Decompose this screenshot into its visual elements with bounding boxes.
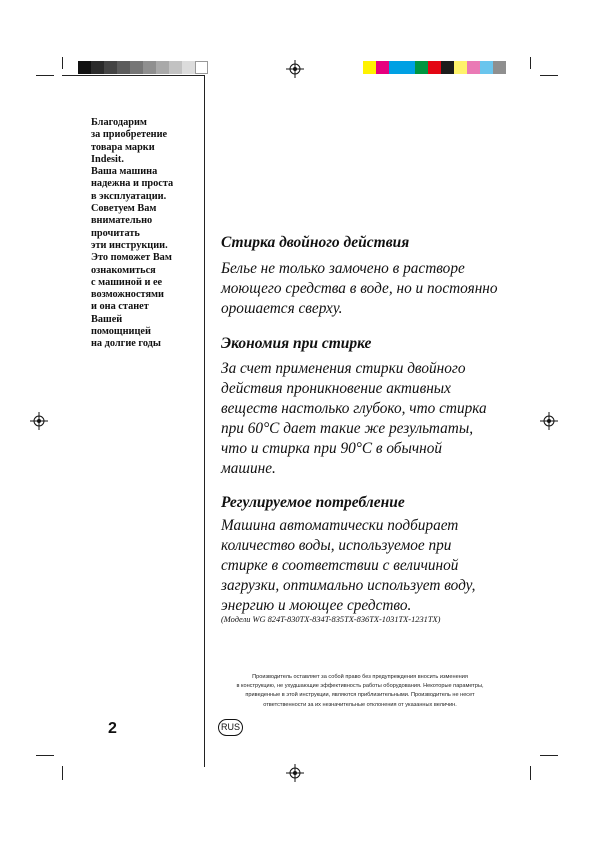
- intro-line: Вашей: [91, 313, 123, 325]
- crop-mark: [530, 57, 531, 69]
- color-swatch: [182, 61, 195, 74]
- color-swatch: [376, 61, 389, 74]
- color-swatch: [415, 61, 428, 74]
- disclaimer-line: Производитель оставляет за собой право без предупреждения вносить изменения: [252, 674, 468, 680]
- intro-line: товара марки: [91, 141, 155, 153]
- color-swatch: [493, 61, 506, 74]
- body-line: За счет применения стирки двойного: [221, 360, 466, 377]
- section-body-double-action: [221, 259, 498, 319]
- color-swatch: [169, 61, 182, 74]
- intro-line: с машиной и ее: [91, 276, 163, 288]
- color-swatch: [91, 61, 104, 74]
- body-line: количество воды, используемое при: [221, 537, 452, 555]
- language-badge: RUS: [218, 719, 243, 736]
- color-swatch: [467, 61, 480, 74]
- intro-line: внимательно: [91, 215, 153, 227]
- body-line: Белье не только замочено в растворе: [221, 260, 465, 277]
- registration-mark-icon: [286, 764, 304, 782]
- color-swatch: [441, 61, 454, 74]
- intro-line: Ваша машина: [91, 166, 158, 178]
- section-title-adjustable-consumption: Регулируемое потребление: [221, 494, 405, 511]
- body-line: энергию и моющее средство.: [221, 597, 412, 615]
- intro-line: ознакомиться: [91, 264, 156, 276]
- color-swatch: [428, 61, 441, 74]
- intro-line: Советуем Вам: [91, 203, 157, 215]
- intro-line: прочитать: [91, 227, 140, 239]
- intro-line: Indesit.: [91, 153, 124, 165]
- color-swatch: [454, 61, 467, 74]
- section-body-economy: [221, 359, 487, 480]
- registration-mark-icon: [286, 60, 304, 78]
- intro-text: [91, 117, 206, 351]
- crop-mark: [62, 57, 63, 69]
- disclaimer-line: приведенные в этой инструкции, являются приблизительными. Производитель не несет: [245, 692, 475, 699]
- body-line: Машина автоматически подбирает: [221, 517, 459, 534]
- disclaimer-line: в конструкцию, не ухудшающие эффективность работы оборудования. Некоторые параметры,: [236, 683, 484, 690]
- body-line: орошается сверху.: [221, 300, 343, 318]
- color-swatch: [130, 61, 143, 74]
- crop-mark: [540, 75, 558, 76]
- section-title-economy: Экономия при стирке: [221, 335, 372, 352]
- intro-line: на долгие годы: [91, 338, 161, 350]
- intro-line: надежна и проста: [91, 178, 174, 190]
- intro-line: за приобретение: [91, 129, 168, 141]
- body-line: что и стирка при 90°C в обычной: [221, 440, 443, 458]
- crop-mark: [62, 766, 63, 780]
- section-body-adjustable-consumption: [221, 516, 476, 616]
- body-line: действия проникновение активных: [221, 380, 451, 398]
- intro-line: Это поможет Вам: [91, 252, 172, 264]
- color-bar: [363, 61, 506, 74]
- crop-mark: [36, 75, 54, 76]
- intro-line: эти инструкции.: [91, 239, 168, 251]
- color-swatch: [104, 61, 117, 74]
- grayscale-bar: [78, 61, 208, 74]
- intro-line: помощницей: [91, 326, 151, 338]
- intro-line: и она станет: [91, 301, 149, 313]
- color-swatch: [480, 61, 493, 74]
- disclaimer-line: ответственности за их незначительные отклонения от указанных величин.: [263, 701, 457, 708]
- intro-line: возможностями: [91, 289, 164, 301]
- crop-mark: [36, 755, 54, 756]
- color-swatch: [156, 61, 169, 74]
- body-line: стирке в соответствии с величиной: [221, 557, 459, 575]
- body-line: машине.: [221, 460, 276, 478]
- page-number: 2: [108, 720, 117, 737]
- body-line: моющего средства в воде, но и постоянно: [221, 280, 498, 298]
- color-swatch: [402, 61, 415, 74]
- color-swatch: [363, 61, 376, 74]
- section-title-double-action: Стирка двойного действия: [221, 234, 410, 251]
- color-swatch: [389, 61, 402, 74]
- intro-line: Благодарим: [91, 117, 147, 128]
- intro-line: в эксплуатации.: [91, 190, 167, 202]
- body-line: загрузки, оптимально использует воду,: [221, 577, 476, 595]
- crop-mark: [530, 766, 531, 780]
- registration-mark-icon: [540, 412, 558, 430]
- color-swatch: [117, 61, 130, 74]
- manufacturer-disclaimer: [210, 673, 510, 710]
- color-swatch: [143, 61, 156, 74]
- body-line: веществ настолько глубоко, что стирка: [221, 400, 487, 418]
- body-line: при 60°C дает такие же результаты,: [221, 420, 474, 438]
- registration-mark-icon: [30, 412, 48, 430]
- color-swatch: [78, 61, 91, 74]
- color-swatch: [195, 61, 208, 74]
- crop-mark: [540, 755, 558, 756]
- models-note: (Модели WG 824T-830TX-834T-835TX-836TX-1031TX-1231TX): [221, 615, 441, 624]
